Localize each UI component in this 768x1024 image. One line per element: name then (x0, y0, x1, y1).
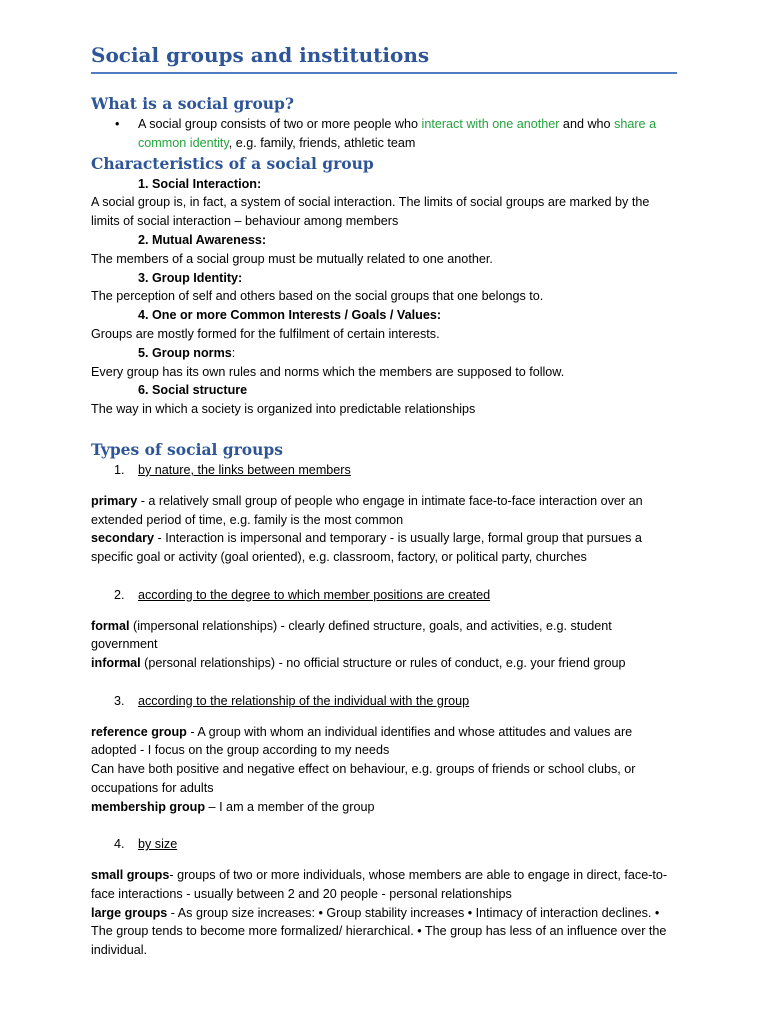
type-term: small groups (91, 868, 170, 883)
type-description: (impersonal relationships) - clearly defined structure, goals, and activities, e.g. student government (91, 618, 612, 652)
characteristic-label: 6. Social structure (138, 383, 248, 398)
def-text-2: and who (559, 117, 615, 131)
type-term: reference group (91, 724, 187, 739)
type-entry (91, 866, 677, 904)
section-heading-what: What is a social group? (91, 94, 294, 113)
characteristic-label: 1. Social Interaction: (138, 176, 262, 191)
type-description: - As group size increases: • Group stability increases • Intimacy of interaction declines. • The group tends to become more formalized/ hierarchical. • The group has less of an influence over the individual. (91, 905, 667, 958)
characteristic-label: 3. Group Identity: (138, 270, 243, 285)
type-entry (91, 492, 677, 530)
list-number: 4. (114, 837, 125, 852)
type-entry (91, 904, 677, 960)
type-term: formal (91, 618, 130, 633)
characteristic-text: A social group is, in fact, a system of social interaction. The limits of social groups are marked by the limits of social interaction – behaviour among members (91, 195, 650, 229)
type-entry (91, 654, 677, 673)
characteristic-label: 4. One or more Common Interests / Goals / Values: (138, 308, 442, 323)
category-title: according to the relationship of the individual with the group (138, 693, 470, 708)
def-highlight-1: interact with one another (421, 117, 560, 131)
characteristic-text: The perception of self and others based on the social groups that one belongs to. (91, 289, 544, 304)
type-category-heading (91, 835, 677, 854)
type-description: Can have both positive and negative effect on behaviour, e.g. groups of friends or school clubs, or occupations for adults (91, 762, 636, 795)
list-number: 3. (114, 693, 125, 708)
type-term: secondary (91, 531, 154, 546)
def-text-1: A social group consists of two or more people who (138, 117, 422, 131)
type-description: - Interaction is impersonal and temporary - is usually large, formal group that pursues a specific goal or activity (goal oriented), e.g. classroom, factory, or political party, churches (91, 531, 642, 565)
type-term: primary (91, 493, 138, 508)
label-colon: : (231, 345, 236, 360)
type-term: informal (91, 656, 141, 671)
type-description: - A group with whom an individual identifies and whose attitudes and values are adopted - I focus on the group according to my needs (91, 724, 633, 758)
characteristic-label: 2. Mutual Awareness: (138, 232, 267, 247)
type-entry (91, 529, 677, 567)
type-entry (91, 617, 677, 655)
list-number: 2. (114, 587, 125, 602)
type-description: (personal relationships) - no official structure or rules of conduct, e.g. your friend group (140, 656, 626, 671)
type-entry (91, 723, 677, 761)
characteristic-label: 5. Group norms (138, 345, 232, 360)
type-term: membership group (91, 799, 206, 814)
def-highlight-2: share a common identity (138, 117, 657, 150)
section-heading-types: Types of social groups (91, 439, 283, 459)
type-description: - groups of two or more individuals, whose members are able to engage in direct, face-to-face interactions - usually between 2 and 20 people - personal relationships (91, 868, 668, 901)
definition-bullet (91, 115, 677, 153)
characteristic-label-row (91, 344, 677, 363)
type-category-heading (91, 692, 677, 711)
characteristic-text: Every group has its own rules and norms which the members are supposed to follow. (91, 364, 565, 379)
list-number: 1. (114, 462, 125, 477)
def-text-3: , e.g. family, friends, athletic team (228, 135, 416, 150)
type-description: – I am a member of the group (205, 799, 375, 814)
type-description: - a relatively small group of people who engage in intimate face-to-face interaction over an extended period of time, e.g. family is the most common (91, 493, 643, 527)
characteristic-text: Groups are mostly formed for the fulfilment of certain interests. (91, 326, 440, 341)
type-category-heading (91, 461, 677, 480)
type-entry (91, 798, 677, 817)
page-title: Social groups and institutions (91, 40, 677, 74)
category-title: by size (138, 837, 178, 852)
section-heading-characteristics: Characteristics of a social group (91, 153, 374, 173)
type-entry (91, 760, 677, 798)
type-term: large groups (91, 905, 168, 920)
type-category-heading (91, 586, 677, 605)
category-title: by nature, the links between members (138, 462, 351, 477)
document-page (91, 40, 677, 960)
bullet-icon: • (115, 117, 120, 131)
characteristic-text: The way in which a society is organized into predictable relationships (91, 402, 476, 417)
characteristic-text: The members of a social group must be mutually related to one another. (91, 251, 493, 266)
category-title: according to the degree to which member positions are created (138, 587, 491, 602)
